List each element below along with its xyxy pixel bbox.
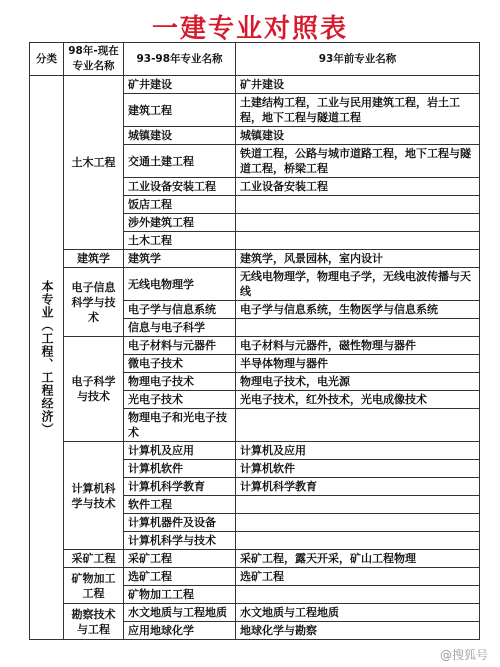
major-93-98-cell: 计算机器件及设备: [124, 514, 236, 532]
group-name-cell: 计算机科学与技术: [64, 442, 124, 550]
major-93-98-cell: 涉外建筑工程: [124, 214, 236, 232]
group-name-cell: 电子科学与技术: [64, 337, 124, 442]
major-93-98-cell: 计算机科学与技术: [124, 532, 236, 550]
major-pre-93-cell: 光电子技术，红外技术，光电成像技术: [236, 391, 480, 409]
group-name-cell: 电子信息科学与技术: [64, 268, 124, 337]
major-93-98-cell: 光电子技术: [124, 391, 236, 409]
group-name-cell: 土木工程: [64, 76, 124, 250]
major-93-98-cell: 交通土建工程: [124, 145, 236, 178]
major-pre-93-cell: 采矿工程，露天开采，矿山工程物理: [236, 550, 480, 568]
major-pre-93-cell: 半导体物理与器件: [236, 355, 480, 373]
major-93-98-cell: 应用地球化学: [124, 622, 236, 640]
major-93-98-cell: 饭店工程: [124, 196, 236, 214]
major-pre-93-cell: 土建结构工程，工业与民用建筑工程，岩土工程，地下工程与隧道工程: [236, 94, 480, 127]
group-name-cell: 矿物加工工程: [64, 568, 124, 604]
major-comparison-table: [29, 42, 480, 640]
major-pre-93-cell: [236, 214, 480, 232]
major-pre-93-cell: 物理电子技术，电光源: [236, 373, 480, 391]
major-93-98-cell: 土木工程: [124, 232, 236, 250]
major-pre-93-cell: [236, 232, 480, 250]
category-cell: 本专业（工程、工程经济）: [30, 76, 64, 640]
major-pre-93-cell: 选矿工程: [236, 568, 480, 586]
major-pre-93-cell: 计算机软件: [236, 460, 480, 478]
major-93-98-cell: 水文地质与工程地质: [124, 604, 236, 622]
major-93-98-cell: 信息与电子科学: [124, 319, 236, 337]
major-93-98-cell: 选矿工程: [124, 568, 236, 586]
major-93-98-cell: 计算机软件: [124, 460, 236, 478]
major-pre-93-cell: 建筑学，风景园林，室内设计: [236, 250, 480, 268]
watermark: @搜狐号: [439, 648, 488, 662]
major-93-98-cell: 工业设备安装工程: [124, 178, 236, 196]
table-row: [30, 550, 480, 568]
table-row: [30, 76, 480, 94]
major-pre-93-cell: 计算机科学教育: [236, 478, 480, 496]
table-row: [30, 604, 480, 622]
major-93-98-cell: 矿物加工工程: [124, 586, 236, 604]
table-row: [30, 442, 480, 460]
major-pre-93-cell: 工业设备安装工程: [236, 178, 480, 196]
major-pre-93-cell: 电子学与信息系统，生物医学与信息系统: [236, 301, 480, 319]
major-93-98-cell: 微电子技术: [124, 355, 236, 373]
major-93-98-cell: 矿井建设: [124, 76, 236, 94]
major-pre-93-cell: 矿井建设: [236, 76, 480, 94]
header-category: 分类: [30, 43, 64, 76]
group-name-cell: 采矿工程: [64, 550, 124, 568]
table-row: [30, 337, 480, 355]
major-93-98-cell: 建筑学: [124, 250, 236, 268]
major-pre-93-cell: [236, 586, 480, 604]
table-row: [30, 250, 480, 268]
major-pre-93-cell: 铁道工程，公路与城市道路工程，地下工程与隧道工程，桥梁工程: [236, 145, 480, 178]
major-93-98-cell: 城镇建设: [124, 127, 236, 145]
major-93-98-cell: 电子材料与元器件: [124, 337, 236, 355]
table-row: [30, 568, 480, 586]
table-header-row: [30, 43, 480, 76]
header-93-98-name: 93-98年专业名称: [124, 43, 236, 76]
major-93-98-cell: 物理电子技术: [124, 373, 236, 391]
major-pre-93-cell: 地球化学与勘察: [236, 622, 480, 640]
major-93-98-cell: 物理电子和光电子技术: [124, 409, 236, 442]
major-93-98-cell: 建筑工程: [124, 94, 236, 127]
page-title: 一建专业对照表: [151, 14, 348, 44]
group-name-cell: 建筑学: [64, 250, 124, 268]
group-name-cell: 勘察技术与工程: [64, 604, 124, 640]
major-pre-93-cell: 电子材料与元器件，磁性物理与器件: [236, 337, 480, 355]
table-body: [30, 76, 480, 640]
major-93-98-cell: 无线电物理学: [124, 268, 236, 301]
major-pre-93-cell: [236, 514, 480, 532]
major-pre-93-cell: [236, 496, 480, 514]
major-pre-93-cell: 无线电物理学，物理电子学，无线电波传播与天线: [236, 268, 480, 301]
major-pre-93-cell: 水文地质与工程地质: [236, 604, 480, 622]
major-pre-93-cell: [236, 409, 480, 442]
major-93-98-cell: 电子学与信息系统: [124, 301, 236, 319]
major-93-98-cell: 计算机及应用: [124, 442, 236, 460]
major-93-98-cell: 计算机科学教育: [124, 478, 236, 496]
major-93-98-cell: 软件工程: [124, 496, 236, 514]
major-pre-93-cell: [236, 532, 480, 550]
table-row: [30, 268, 480, 301]
major-pre-93-cell: 计算机及应用: [236, 442, 480, 460]
header-pre-93-name: 93年前专业名称: [236, 43, 480, 76]
major-pre-93-cell: [236, 196, 480, 214]
major-pre-93-cell: 城镇建设: [236, 127, 480, 145]
header-current-name: 98年-现在专业名称: [64, 43, 124, 76]
major-pre-93-cell: [236, 319, 480, 337]
major-93-98-cell: 采矿工程: [124, 550, 236, 568]
